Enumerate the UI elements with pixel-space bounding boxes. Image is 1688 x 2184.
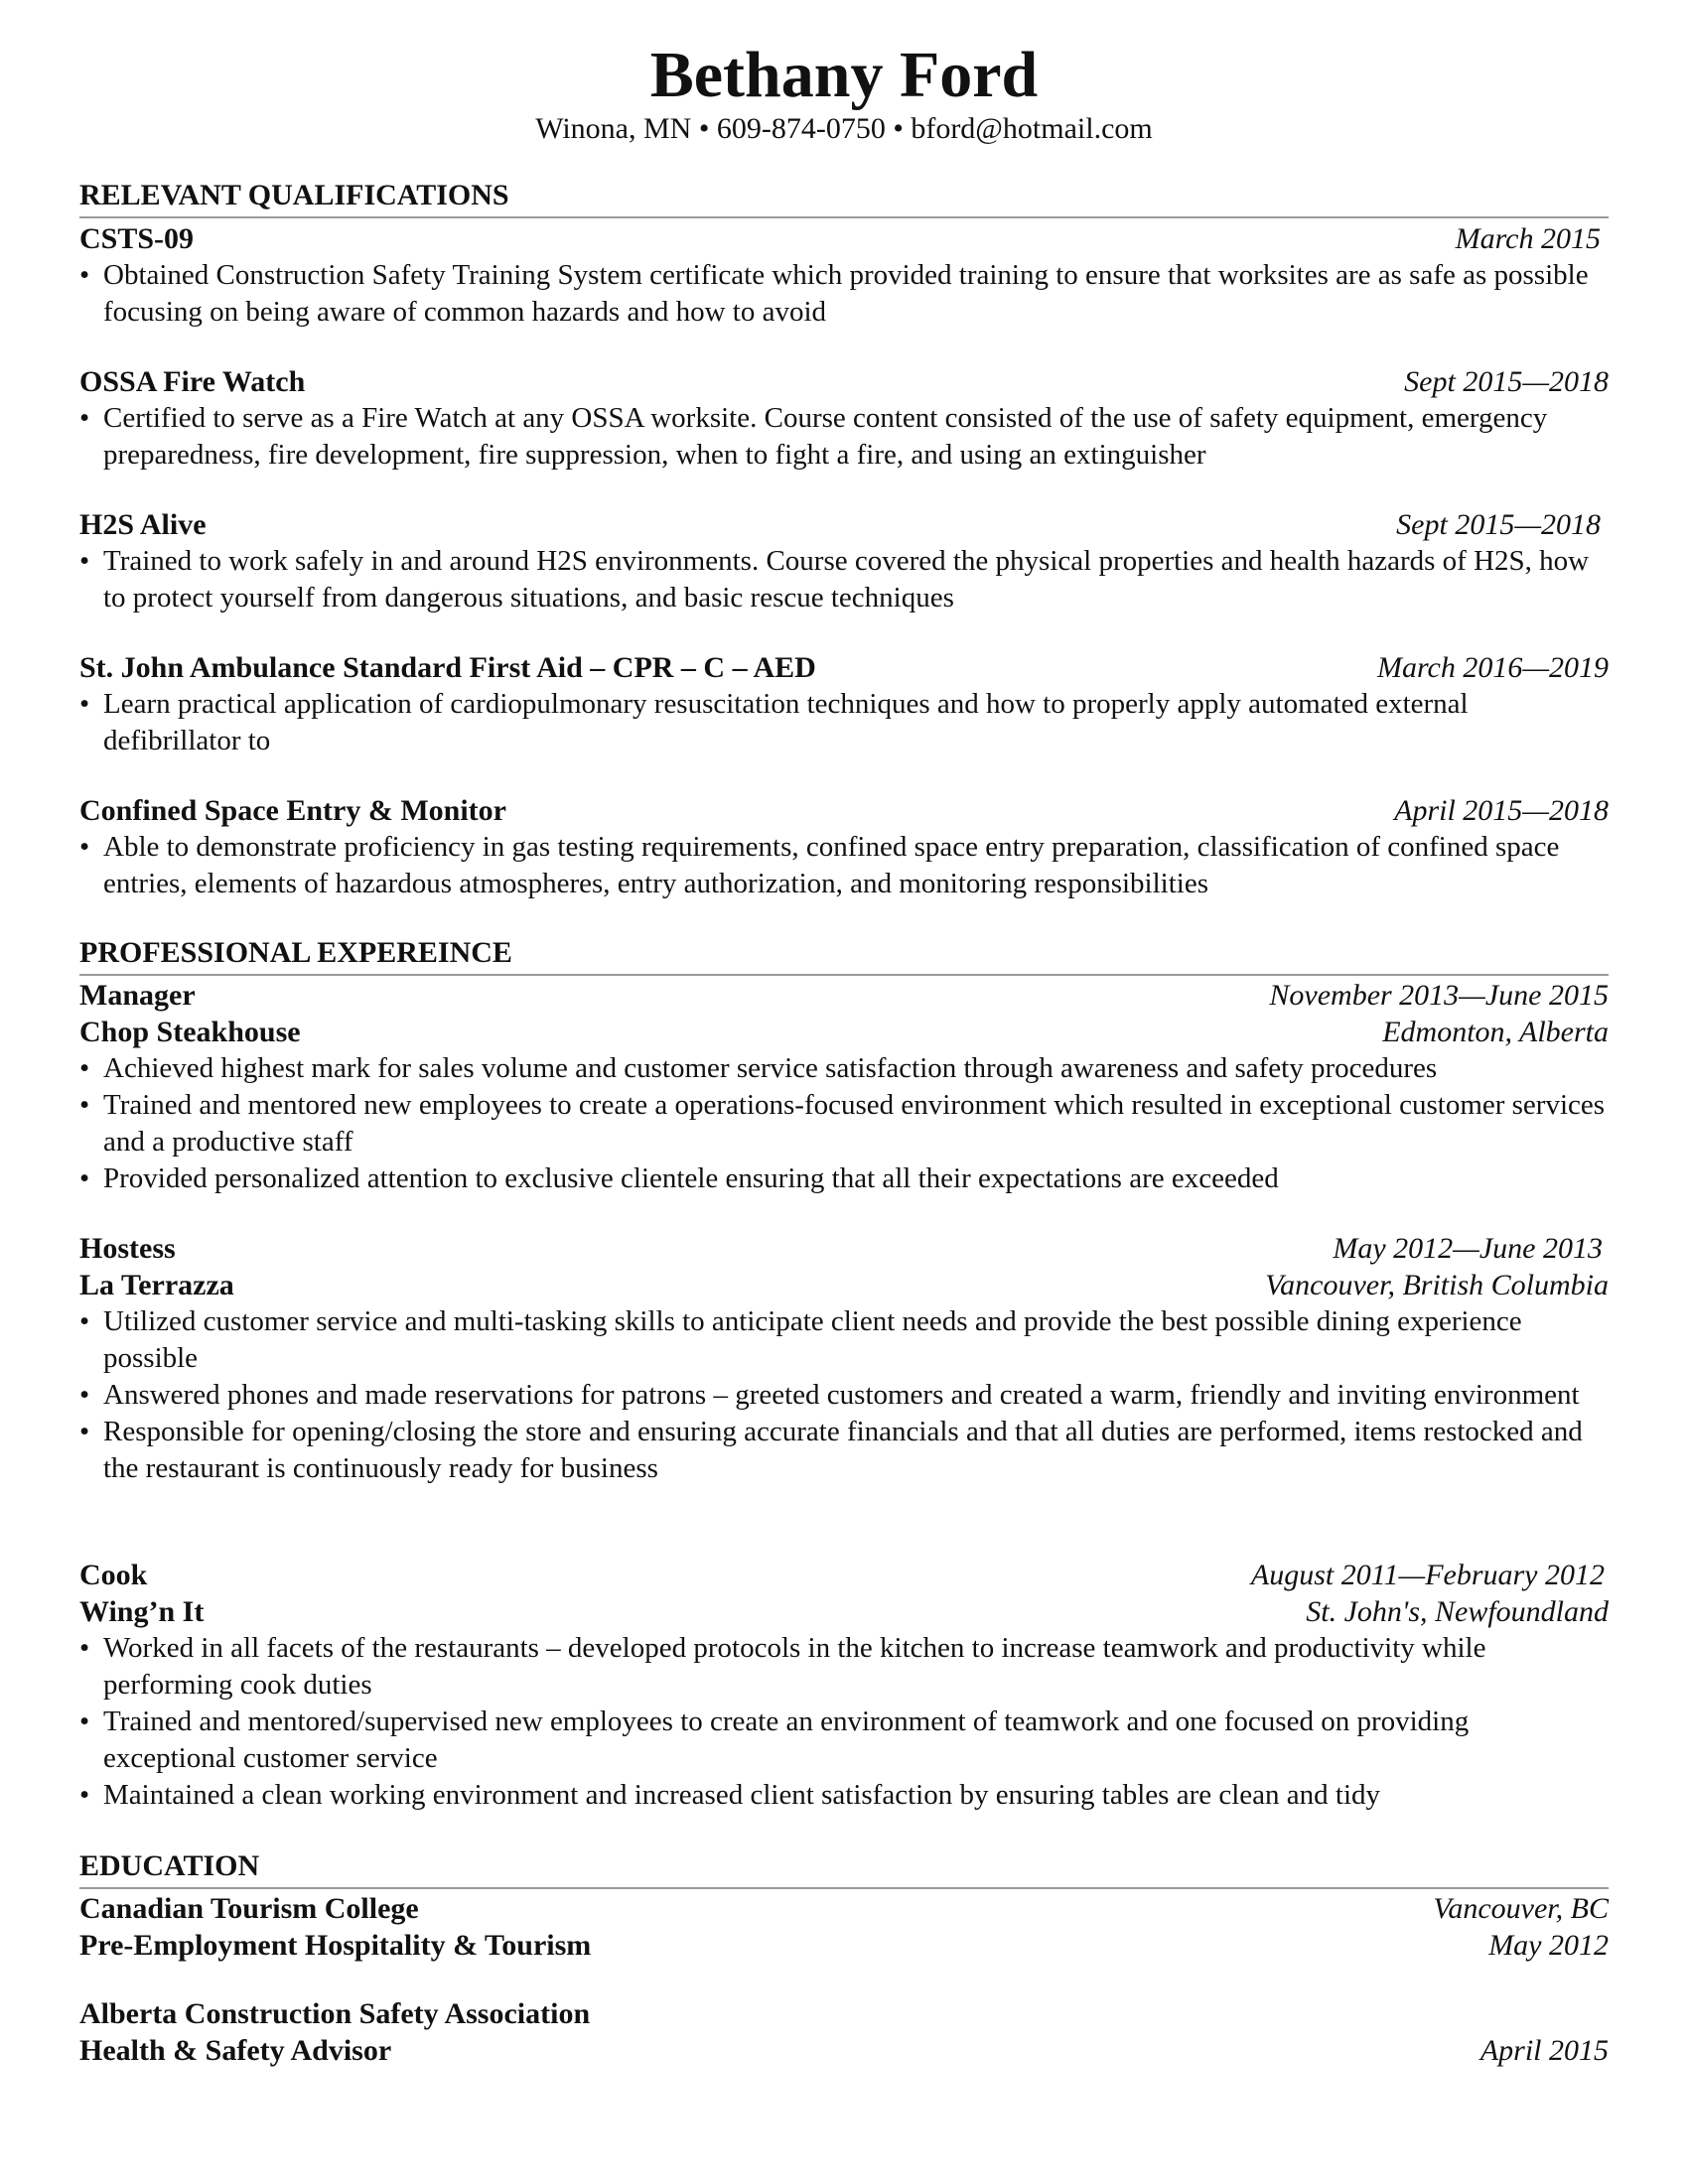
- section-title-experience: PROFESSIONAL EXPEREINCE: [79, 936, 512, 969]
- job-role: Hostess: [79, 1232, 176, 1265]
- job-bullet: • Maintained a clean working environment and increased client satisfaction by ensuring tables are clean and tidy: [79, 1777, 1609, 1814]
- job-location: St. John's, Newfoundland: [1306, 1595, 1609, 1628]
- section-divider: [79, 1887, 1609, 1889]
- job-employer: Wing’n It: [79, 1595, 205, 1628]
- qualification-entry: [79, 506, 1609, 616]
- section-title-education: EDUCATION: [79, 1849, 260, 1882]
- job-dates: November 2013—June 2015: [1269, 979, 1609, 1012]
- qualification-bullet: • Learn practical application of cardiopulmonary resuscitation techniques and how to properly apply automated external defibrillator to: [79, 686, 1609, 759]
- section-title-qualifications: RELEVANT QUALIFICATIONS: [79, 179, 509, 211]
- section-divider: [79, 216, 1609, 218]
- education-entry: [79, 1890, 1609, 1964]
- job-bullet: • Utilized customer service and multi-tasking skills to anticipate client needs and provide the best possible dining experience possible: [79, 1303, 1609, 1377]
- job-entry: [79, 1557, 1609, 1814]
- qualification-name: H2S Alive: [79, 508, 207, 541]
- qualification-date: Sept 2015—2018: [1404, 365, 1609, 398]
- qualification-bullet: • Trained to work safely in and around H2S environments. Course covered the physical properties and health hazards of H2S, how to protect yourself from dangerous situations, and basic rescue techniques: [79, 543, 1609, 616]
- qualification-name: CSTS-09: [79, 222, 195, 255]
- job-location: Edmonton, Alberta: [1382, 1016, 1609, 1048]
- contact-line: Winona, MN • 609-874-0750 • bford@hotmail.com: [535, 112, 1153, 145]
- qualification-date: March 2015: [1455, 222, 1601, 255]
- qualification-entry: [79, 649, 1609, 759]
- qualification-entry: [79, 792, 1609, 902]
- qualification-bullet: • Obtained Construction Safety Training System certificate which provided training to ensure that worksites are as safe as possible focusing on being aware of common hazards and how to avoid: [79, 257, 1609, 331]
- education-date: April 2015: [1479, 2034, 1609, 2067]
- education-date: May 2012: [1488, 1929, 1609, 1962]
- education-program: Pre-Employment Hospitality & Tourism: [79, 1929, 592, 1962]
- education-entry: [79, 1995, 1609, 2069]
- job-location: Vancouver, British Columbia: [1265, 1269, 1609, 1301]
- education-institution: Alberta Construction Safety Association: [79, 1997, 591, 2030]
- education-program: Health & Safety Advisor: [79, 2034, 392, 2067]
- job-bullet: • Provided personalized attention to exclusive clientele ensuring that all their expectations are exceeded: [79, 1160, 1609, 1197]
- qualification-date: Sept 2015—2018: [1396, 508, 1601, 541]
- job-entry: [79, 977, 1609, 1197]
- job-dates: August 2011—February 2012: [1250, 1559, 1605, 1591]
- section-divider: [79, 974, 1609, 976]
- job-employer: La Terrazza: [79, 1269, 234, 1301]
- job-role: Manager: [79, 979, 196, 1012]
- job-bullet: • Achieved highest mark for sales volume and customer service satisfaction through awareness and safety procedures: [79, 1050, 1609, 1087]
- candidate-name: Bethany Ford: [649, 39, 1039, 111]
- job-dates: May 2012—June 2013: [1333, 1232, 1603, 1265]
- qualification-entry: [79, 363, 1609, 474]
- job-role: Cook: [79, 1559, 148, 1591]
- education-institution: Canadian Tourism College: [79, 1892, 419, 1925]
- qualification-bullet: • Able to demonstrate proficiency in gas testing requirements, confined space entry preparation, classification of confined space entries, elements of hazardous atmospheres, entry authorization, and monitoring responsibilities: [79, 829, 1609, 902]
- qualification-date: April 2015—2018: [1394, 794, 1609, 827]
- job-bullet: • Trained and mentored new employees to create a operations-focused environment which resulted in exceptional customer services and a productive staff: [79, 1087, 1609, 1160]
- education-location: Vancouver, BC: [1433, 1892, 1609, 1925]
- job-bullet: • Trained and mentored/supervised new employees to create an environment of teamwork and one focused on providing exceptional customer service: [79, 1704, 1609, 1777]
- job-employer: Chop Steakhouse: [79, 1016, 301, 1048]
- job-entry: [79, 1230, 1609, 1487]
- qualification-name: Confined Space Entry & Monitor: [79, 794, 506, 827]
- job-bullet: • Answered phones and made reservations for patrons – greeted customers and created a warm, friendly and inviting environment: [79, 1377, 1609, 1414]
- job-bullet: • Responsible for opening/closing the store and ensuring accurate financials and that all duties are performed, items restocked and the restaurant is continuously ready for business: [79, 1414, 1609, 1487]
- qualification-date: March 2016—2019: [1376, 651, 1609, 684]
- qualification-entry: [79, 220, 1609, 331]
- qualification-name: St. John Ambulance Standard First Aid – CPR – C – AED: [79, 651, 816, 684]
- job-bullet: • Worked in all facets of the restaurants – developed protocols in the kitchen to increase teamwork and productivity while performing cook duties: [79, 1630, 1609, 1704]
- qualification-name: OSSA Fire Watch: [79, 365, 306, 398]
- qualification-bullet: • Certified to serve as a Fire Watch at any OSSA worksite. Course content consisted of the use of safety equipment, emergency preparedness, fire development, fire suppression, when to fight a fire, and using an extinguisher: [79, 400, 1609, 474]
